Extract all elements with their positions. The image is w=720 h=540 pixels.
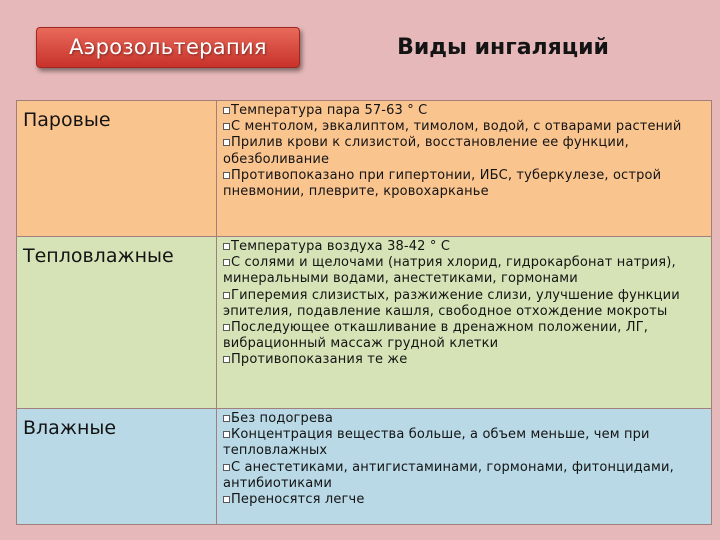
checkbox-bullet-icon (223, 139, 230, 146)
list-item: Концентрация вещества больше, а объем меньше, чем при тепловлажных (223, 427, 650, 459)
list-item: Последующее откашливание в дренажном положении, ЛГ, вибрационный массаж грудной клетки (223, 320, 649, 352)
inhalation-types-table (16, 100, 712, 525)
row-label: Тепловлажные (17, 237, 217, 409)
list-item: Прилив крови к слизистой, восстановление ее функции, обезболивание (223, 135, 629, 167)
table-row-steam (17, 101, 712, 237)
checkbox-bullet-icon (223, 415, 230, 422)
checkbox-bullet-icon (223, 431, 230, 438)
table-row-moist (17, 409, 712, 525)
checkbox-bullet-icon (223, 259, 230, 266)
table-row-warm-moist (17, 237, 712, 409)
title-badge: Аэрозольтерапия (36, 27, 300, 68)
list-item: С анестетиками, антигистаминами, гормонами, фитонцидами, антибиотиками (223, 459, 674, 491)
checkbox-bullet-icon (223, 107, 230, 114)
list-item: Без подогрева (223, 411, 705, 427)
row-content (217, 409, 712, 525)
checkbox-bullet-icon (223, 292, 230, 299)
checkbox-bullet-icon (223, 356, 230, 363)
list-item: Температура воздуха 38-42 ° С (223, 239, 705, 255)
checkbox-bullet-icon (223, 464, 230, 471)
checkbox-bullet-icon (223, 172, 230, 179)
row-content (217, 101, 712, 237)
list-item: Гиперемия слизистых, разжижение слизи, улучшение функции эпителия, подавление кашля, свободное отхождение мокроты (223, 287, 680, 319)
list-item: С солями и щелочами (натрия хлорид, гидрокарбонат натрия), минеральными водами, анестетиками, гормонами (223, 255, 676, 287)
list-item: Температура пара 57-63 ° С (223, 103, 705, 119)
row-label: Влажные (17, 409, 217, 525)
checkbox-bullet-icon (223, 324, 230, 331)
list-item: Противопоказания те же (223, 352, 705, 368)
checkbox-bullet-icon (223, 243, 230, 250)
checkbox-bullet-icon (223, 496, 230, 503)
page-heading: Виды ингаляций (397, 35, 609, 60)
list-item: Переносятся легче (223, 492, 705, 508)
row-label: Паровые (17, 101, 217, 237)
checkbox-bullet-icon (223, 123, 230, 130)
list-item: С ментолом, эвкалиптом, тимолом, водой, с отварами растений (223, 119, 705, 135)
list-item: Противопоказано при гипертонии, ИБС, туберкулезе, острой пневмонии, плеврите, кровохарканье (223, 167, 662, 200)
row-content (217, 237, 712, 409)
